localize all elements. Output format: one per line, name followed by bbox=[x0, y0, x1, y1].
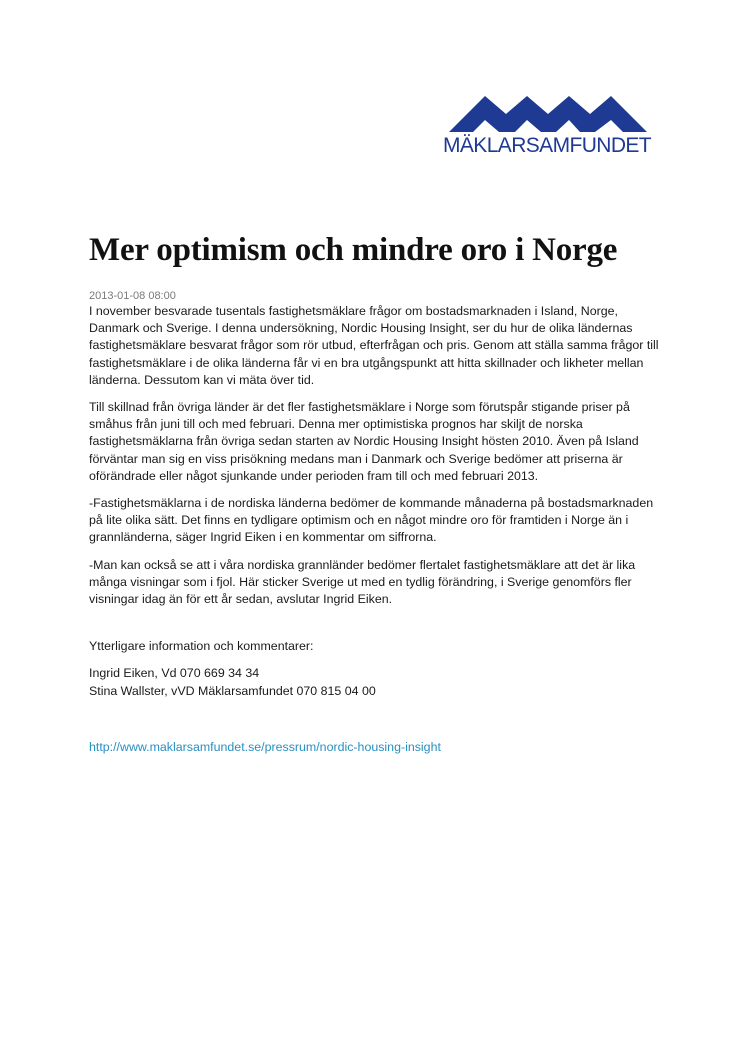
contact-item: Stina Wallster, vVD Mäklarsamfundet 070 815 04 00 bbox=[89, 683, 376, 698]
contact-heading: Ytterligare information och kommentarer: bbox=[89, 639, 314, 654]
paragraph-2: Till skillnad från övriga länder är det fler fastighetsmäklare i Norge som förutspår stigande priser på småhus från juni till och med februari. Denna mer optimistiska prognos har skiljt de norska fastighetsmäklarna från övriga sedan starten av Nordic Housing Insight hösten 2010. Även på Island förväntar man sig en viss prisökning medans man i Danmark och Sverige bedömer att priserna är oförändrade eller något sjunkande under perioden fram till och med februari 2013. bbox=[89, 400, 639, 483]
contact-list bbox=[89, 665, 661, 699]
press-room-link[interactable]: http://www.maklarsamfundet.se/pressrum/nordic-housing-insight bbox=[89, 739, 441, 754]
article-body bbox=[89, 290, 661, 756]
publish-date: 2013-01-08 08:00 bbox=[89, 290, 176, 302]
logo-wordmark: MÄKLARSAMFUNDET bbox=[443, 134, 652, 157]
contact-item: Ingrid Eiken, Vd 070 669 34 34 bbox=[89, 666, 260, 681]
paragraph-4: -Man kan också se att i våra nordiska grannländer bedömer flertalet fastighetsmäklare att det är lika många visningar som i fjol. Här sticker Sverige ut med en tydlig förändring, i Sverige genomförs fler visningar idag än för ett år sedan, avslutar Ingrid Eiken. bbox=[89, 557, 636, 607]
paragraph-3: -Fastighetsmäklarna i de nordiska länderna bedömer de kommande månaderna på bostadsmarknaden på lite olika sätt. Det finns en tydligare optimism och en något mindre oro för framtiden i Norge än i grannländerna, säger Ingrid Eiken i en kommentar om siffrorna. bbox=[89, 496, 654, 545]
page-title: Mer optimism och mindre oro i Norge bbox=[89, 232, 618, 268]
maklarsamfundet-logo bbox=[443, 96, 653, 158]
roof-mark-icon bbox=[443, 96, 653, 132]
paragraph-1: I november besvarade tusentals fastighetsmäklare frågor om bostadsmarknaden i Island, Norge, Danmark och Sverige. I denna undersökning, Nordic Housing Insight, ser du hur de olika ländernas fastighetsmäklare besvarat frågor som rör utbud, efterfrågan och pris. Genom att ställa samma frågor till fastighetsmäklare i de olika länderna får vi en bra utgångspunkt att hitta skillnader och likheter mellan länderna. Dessutom kan vi mäta över tid. bbox=[89, 304, 659, 387]
